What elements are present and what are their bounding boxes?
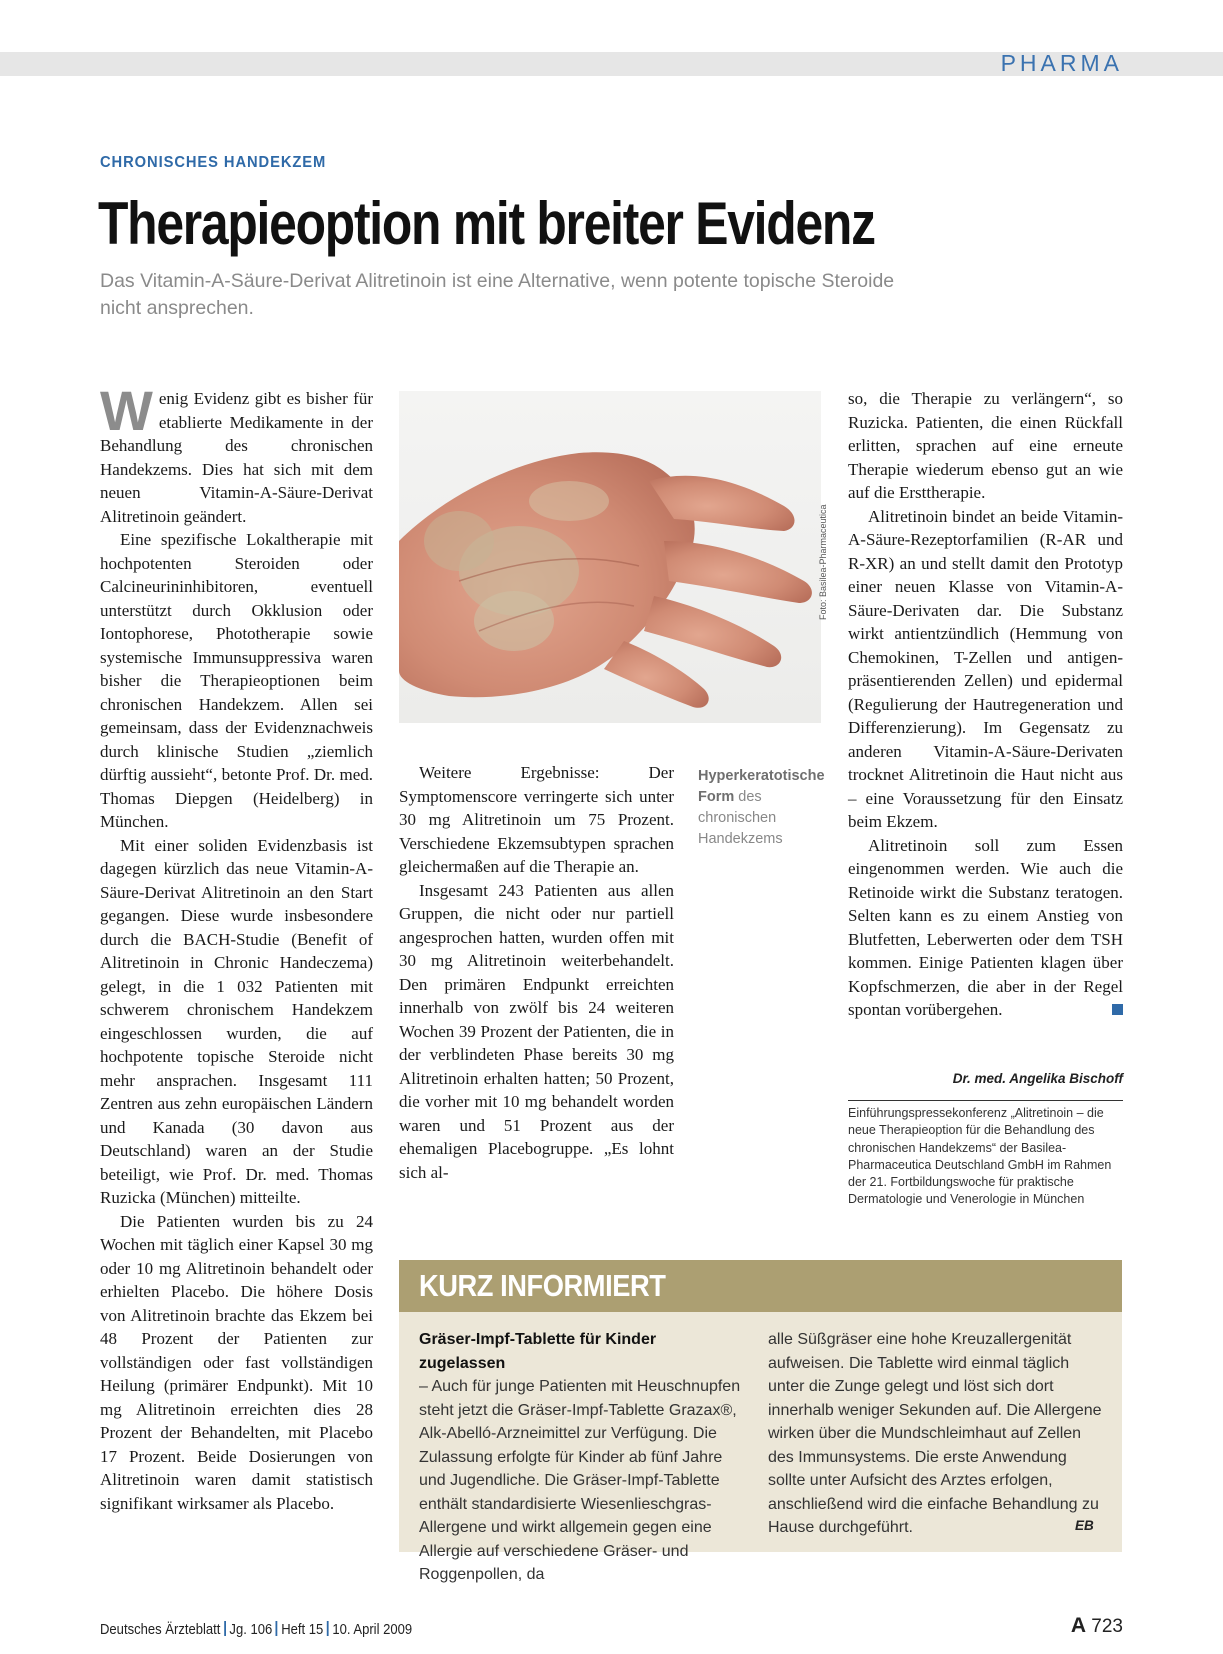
page-number xyxy=(1071,1614,1123,1638)
photo-credit: Foto: Basilea-Pharmaceutica xyxy=(818,504,828,620)
footer-citation xyxy=(100,1621,412,1638)
article-kicker: CHRONISCHES HANDEKZEM xyxy=(100,154,327,171)
caption-text: des chronischen Handekzems xyxy=(698,789,783,847)
author: Dr. med. Angelika Bischoff xyxy=(952,1071,1123,1086)
end-mark-icon xyxy=(1112,1004,1123,1015)
date: 10. April 2009 xyxy=(332,1622,413,1638)
info-box-heading: Gräser-Impf-Tablette für Kinder zugelassen xyxy=(419,1331,657,1372)
paragraph: so, die Therapie zu verlängern“, so Ruzicka. Patienten, die einen Rückfall erlitten, sprachen auf eine erneute Therapie wiederum ebenso gut an wie auf die Ersttherapie. xyxy=(848,389,1123,502)
paragraph-text: Alitretinoin soll zum Essen eingenommen werden. Wie auch die Retinoide wirkt die Substanz teratogen. Selten kann es zu einem Anstieg von Blutfetten, Leberwerten oder dem TSH kommen. Einige Patienten klagen über Kopfschmerzen, die aber in der Regel spontan vorübergehen. xyxy=(848,835,1123,1019)
hand-illustration xyxy=(399,391,821,723)
paragraph xyxy=(848,834,1123,1022)
paragraph: Weitere Ergebnisse: Der Symptomenscore verringerte sich unter 30 mg Alitretinoin um 75 Prozent. Verschiedene Ekzemsubtypen sprachen gleichermaßen auf die Therapie an. xyxy=(399,763,674,876)
separator xyxy=(276,1621,278,1636)
article-subtitle: Das Vitamin-A-Säure-Derivat Alitretinoin ist eine Alternative, wenn potente topische Steroide nicht ansprechen. xyxy=(100,270,895,319)
paragraph: Mit einer soliden Evidenzbasis ist dagegen kürzlich das neue Vitamin-A-Säure-Derivat Alitretinoin an den Start gegangen. Diese wurde insbesondere durch die BACH-Studie (Benefit of Alitretinoin in Chronic Handeczema) gelegt, in die 1 032 Patienten mit schwerem chronischem Handekzem eingeschlossen wurden, die auf hochpotente topische Steroide nicht mehr ansprachen. Insgesamt 111 Zentren aus zehn europäischen Ländern und Kanada (30 davon aus Deutschland) waren an der Studie beteiligt, wie Prof. Dr. med. Thomas Ruzicka (München) mitteilte. xyxy=(100,835,373,1207)
info-box-text: alle Süßgräser eine hohe Kreuzallergenität aufweisen. Die Tablette wird einmal täglich unter die Zunge gelegt und löst sich dort innerhalb weniger Sekunden auf. Die Allergene wirken über die Mundschleimhaut auf Zellen des Immunsystems. Die erste Anwendung sollte unter Aufsicht des Arztes erfolgen, anschließend wird die einfache Behandlung zu Hause durchgeführt. xyxy=(768,1331,1102,1536)
info-box-title: KURZ INFORMIERT xyxy=(419,1268,666,1303)
paragraph: Insgesamt 243 Patienten aus allen Gruppen, die nicht oder nur partiell angesprochen hatten, wurden offen mit 30 mg Alitretinoin weiterbehandelt. Den primären Endpunkt erreichten innerhalb von zwölf bis 24 weiteren Wochen 39 Prozent der Patienten, die in der verblindeten Phase bereits 30 mg Alitretinoin erhalten hatten; 50 Prozent, die vorher mit 10 mg behandelt worden waren und 51 Prozent aus der ehemaligen Placebogruppe. „Es lohnt sich al- xyxy=(399,880,674,1182)
divider xyxy=(848,1100,1123,1101)
hand-photo xyxy=(399,391,821,723)
caption-bold: Hyperkeratotische Form xyxy=(698,768,825,805)
info-box-signature: EB xyxy=(1075,1518,1094,1533)
article-title: Therapieoption mit breiter Evidenz xyxy=(98,190,875,257)
drop-cap: W xyxy=(100,379,153,442)
column-2 xyxy=(399,761,674,1184)
paragraph: Alitretinoin bindet an beide Vitamin-A-Säure-Rezeptorfamilien (R-AR und R-XR) an und stellt damit den Prototyp einer neuen Klasse von Vitamin-A-Säure-Derivaten dar. Die Substanz wirkt antientzündlich (Hemmung von Chemokinen, T-Zellen und antigen-präsentierenden Zellen) und epidermal (Regulierung der Hautregeneration und Differenzierung). Im Gegensatz zu anderen Vitamin-A-Säure-Derivaten trocknet Alitretinoin die Haut nicht aus – eine Voraussetzung für den Einsatz beim Ekzem. xyxy=(848,506,1123,831)
separator xyxy=(327,1621,329,1636)
info-box-column-2 xyxy=(768,1328,1103,1540)
journal-name: Deutsches Ärzteblatt xyxy=(100,1622,221,1638)
page-prefix: A xyxy=(1070,1614,1087,1637)
volume: Jg. 106 xyxy=(229,1622,273,1638)
column-1 xyxy=(100,379,373,1515)
info-box-lead: – Auch für junge Patienten mit Heuschnupfen steht jetzt die Gräser-Impf-Tablette Grazax®, Alk-Abelló-Arzneimittel zur Verfügung. Die Zulassung erfolgte für Kinder ab fünf Jahre und Jugendliche. Die Gräser-Impf-Tablette enthält standardisierte Wiesenlieschgras-Allergene und wirkt allgemein gegen eine Allergie auf verschiedene Gräser- und Roggenpollen, da xyxy=(419,1378,741,1583)
source-note: Einführungspressekonferenz „Alitretinoin – die neue Therapieoption für die Behandlung des chronischen Handekzems“ der Basilea-Pharmaceutica Deutschland GmbH im Rahmen der 21. Fortbildungswoche für praktische Dermatologie und Venerologie in München xyxy=(848,1106,1112,1207)
photo-caption xyxy=(698,766,825,850)
info-box-column-1 xyxy=(419,1328,744,1587)
issue: Heft 15 xyxy=(281,1622,324,1638)
page-number-value: 723 xyxy=(1091,1616,1123,1637)
separator xyxy=(224,1621,226,1636)
column-3 xyxy=(848,387,1123,1022)
section-label: PHARMA xyxy=(1000,50,1123,76)
paragraph-text: enig Evidenz gibt es bisher für etablierte Medikamente in der Behandlung des chronischen Handekzems. Dies hat sich mit dem neuen Vitamin-A-Säure-Derivat Alitretinoin geändert. xyxy=(100,389,373,526)
paragraph xyxy=(100,379,373,528)
paragraph: Die Patienten wurden bis zu 24 Wochen mit täglich einer Kapsel 30 mg oder 10 mg Alitretinoin behandelt oder erhielten Placebo. Die höhere Dosis von Alitretinoin brachte das Ekzem bei 48 Prozent der Patienten zur vollständigen oder fast vollständigen Heilung (primärer Endpunkt). Mit 10 mg Alitretinoin erreichten dies 28 Prozent der Behandelten, mit Placebo 17 Prozent. Beide Dosierungen von Alitretinoin waren damit statistisch signifikant wirksamer als Placebo. xyxy=(100,1211,373,1513)
paragraph: Eine spezifische Lokaltherapie mit hochpotenten Steroiden oder Calcineurininhibitoren, eventuell unterstützt durch Okklusion oder Iontophorese, Phototherapie sowie systemische Immunsuppressiva waren bisher die Therapieoptionen beim chronischen Handekzem. Allen sei gemeinsam, dass der Evidenznachweis durch klinische Studien „ziemlich dürftig aussieht“, betonte Prof. Dr. med. Thomas Diepgen (Heidelberg) in München. xyxy=(100,530,373,831)
